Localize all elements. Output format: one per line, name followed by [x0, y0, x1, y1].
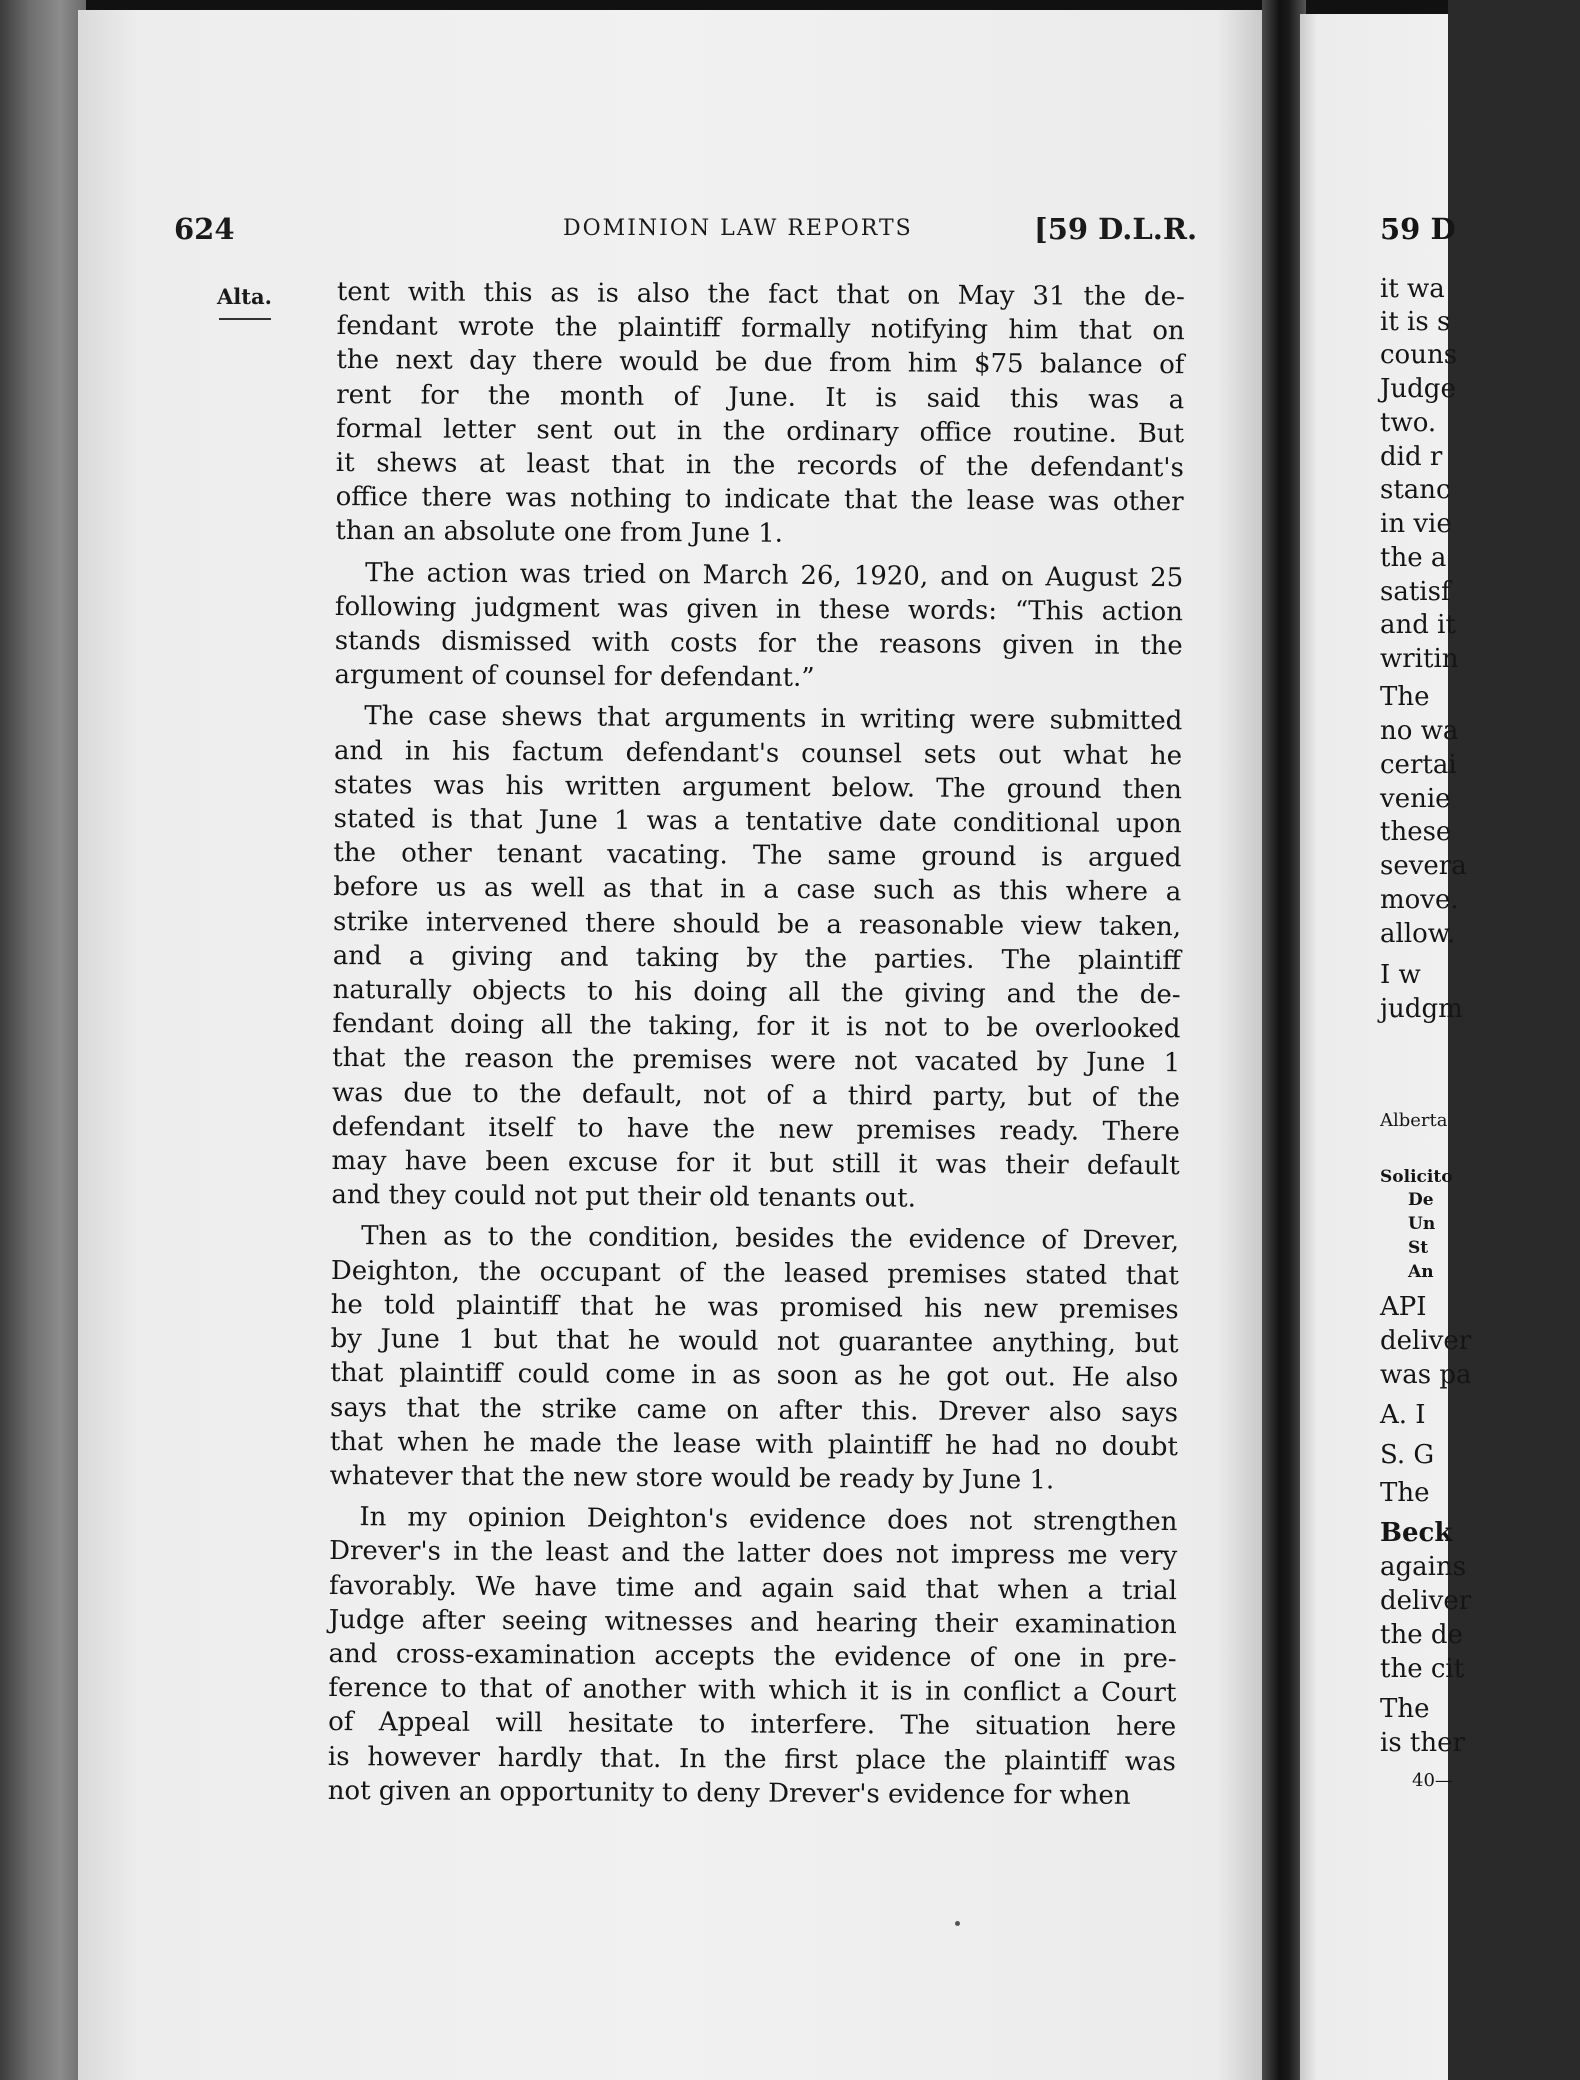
- text-line: says that the strike came on after this. Drever also says: [329, 1392, 1179, 1428]
- text-line: fendant wrote the plaintiff formally notifying him that on: [336, 311, 1185, 347]
- volume-reference: [59 D.L.R.: [1034, 212, 1198, 246]
- text-line: by June 1 but that he would not guarantee anything, but: [330, 1324, 1179, 1360]
- text-line: stands dismissed with costs for the reasons given in the: [334, 626, 1183, 662]
- right-page-line: Alberta: [1380, 1110, 1448, 1131]
- text-line: than an absolute one from June 1.: [335, 516, 784, 550]
- right-page-line: severa: [1380, 851, 1467, 881]
- right-page-line: I w: [1380, 960, 1421, 990]
- right-page-line: no wa: [1380, 716, 1459, 746]
- text-line: The case shews that arguments in writing were submitted: [364, 701, 1183, 737]
- text-line: was due to the default, not of a third party, but of the: [331, 1077, 1181, 1113]
- text-line: The action was tried on March 26, 1920, and on August 25: [365, 557, 1184, 593]
- right-page-line: Solicito: [1380, 1167, 1453, 1187]
- right-page-line: the a: [1380, 543, 1447, 573]
- text-line: office there was nothing to indicate that the lease was other: [335, 482, 1184, 518]
- right-page-line: certai: [1380, 750, 1457, 780]
- right-page-line: deliver: [1380, 1326, 1472, 1356]
- text-line: Then as to the condition, besides the evidence of Drever,: [361, 1221, 1180, 1257]
- text-line: states was his written argument below. The ground then: [333, 769, 1182, 806]
- text-line: it shews at least that in the records of the defendant's: [335, 448, 1184, 484]
- right-page-line: is ther: [1380, 1728, 1465, 1758]
- right-page-line: The: [1380, 682, 1430, 712]
- text-line: and cross-examination accepts the evidence of one in pre-: [328, 1638, 1177, 1675]
- right-page-line: A. I: [1380, 1400, 1426, 1430]
- text-line: whatever that the new store would be ready by June 1.: [329, 1460, 1055, 1496]
- text-line: that plaintiff could come in as soon as he got out. He also: [330, 1358, 1179, 1394]
- paragraph: [335, 275, 1185, 554]
- text-line: tent with this as is also the fact that on May 31 the de-: [336, 276, 1185, 313]
- right-page-line: it wa: [1380, 274, 1445, 304]
- right-page-line: move.: [1380, 885, 1459, 915]
- right-page-line: The: [1380, 1478, 1430, 1508]
- margin-jurisdiction-note: Alta.: [217, 284, 272, 309]
- text-line: strike intervened there should be a reasonable view taken,: [332, 906, 1182, 942]
- right-page-line: satisf: [1380, 577, 1451, 607]
- right-page-line: The: [1380, 1694, 1430, 1724]
- paragraph: [328, 1500, 1178, 1813]
- right-page-line: did r: [1380, 442, 1443, 472]
- right-page-line: and it: [1380, 610, 1456, 640]
- text-line: Judge after seeing witnesses and hearing their examination: [328, 1604, 1177, 1640]
- text-line: formal letter sent out in the ordinary office routine. But: [335, 413, 1185, 449]
- right-page-line: API: [1380, 1292, 1427, 1322]
- right-page-line: judgm: [1380, 994, 1463, 1024]
- right-page-line: these: [1380, 817, 1452, 847]
- text-line: following judgment was given in these words: “This action: [334, 591, 1184, 628]
- text-line: stated is that June 1 was a tentative date conditional upon: [333, 804, 1182, 840]
- print-speck: [955, 1921, 960, 1926]
- text-line: In my opinion Deighton's evidence does not strengthen: [359, 1502, 1178, 1538]
- right-page-line: two.: [1380, 408, 1437, 438]
- paragraph: [331, 699, 1182, 1217]
- running-title: DOMINION LAW REPORTS: [563, 216, 913, 241]
- text-line: favorably. We have time and again said that when a trial: [328, 1570, 1178, 1606]
- paragraph: [334, 556, 1183, 698]
- text-line: argument of counsel for defendant.”: [334, 660, 815, 694]
- right-page-line: deliver: [1380, 1586, 1472, 1616]
- right-page-line: couns: [1380, 340, 1458, 370]
- text-line: that the reason the premises were not vacated by June 1: [332, 1043, 1181, 1079]
- page-number: 624: [174, 212, 235, 246]
- margin-rule: [219, 318, 271, 320]
- right-page-line: allow.: [1380, 919, 1456, 949]
- right-page-line: Un: [1408, 1214, 1436, 1234]
- text-line: of Appeal will hesitate to interfere. The situation here: [328, 1707, 1177, 1743]
- text-line: not given an opportunity to deny Drever's evidence for when: [327, 1775, 1131, 1811]
- text-line: naturally objects to his doing all the giving and the de-: [332, 975, 1181, 1011]
- right-page-line: An: [1408, 1262, 1434, 1282]
- text-line: he told plaintiff that he was promised his new premises: [330, 1289, 1179, 1326]
- right-page-line: Beck: [1380, 1518, 1453, 1548]
- right-page-line: writin: [1380, 644, 1459, 674]
- book-page-edges: [0, 0, 86, 2080]
- body-text: [328, 275, 1185, 1820]
- right-page-line: in vie: [1380, 509, 1452, 539]
- text-line: rent for the month of June. It is said this was a: [336, 379, 1185, 415]
- text-line: fendant doing all the taking, for it is not to be overlooked: [332, 1009, 1181, 1045]
- text-line: before us as well as that in a case such as this where a: [333, 872, 1182, 908]
- right-page-line: agains: [1380, 1552, 1467, 1582]
- text-line: may have been excuse for it but still it was their default: [331, 1146, 1180, 1182]
- right-page-line: venie: [1380, 784, 1451, 814]
- right-page-line: stanc: [1380, 475, 1451, 505]
- right-page-header: 59 D: [1380, 212, 1456, 246]
- text-line: the next day there would be due from him $75 balance of: [336, 345, 1185, 381]
- text-line: is however hardly that. In the first place the plaintiff was: [327, 1741, 1177, 1777]
- text-line: and in his factum defendant's counsel sets out what he: [334, 735, 1183, 771]
- text-line: ference to that of another with which it is in conflict a Court: [328, 1673, 1177, 1709]
- text-line: and they could not put their old tenants out.: [331, 1180, 917, 1214]
- right-page-line: it is s: [1380, 307, 1451, 337]
- text-line: Deighton, the occupant of the leased premises stated that: [330, 1255, 1179, 1291]
- paragraph: [330, 1219, 1180, 1498]
- text-line: that when he made the lease with plaintiff he had no doubt: [329, 1426, 1178, 1462]
- text-line: defendant itself to have the new premises ready. There: [331, 1111, 1180, 1148]
- right-page-line: St: [1408, 1238, 1429, 1258]
- right-page-line: De: [1408, 1190, 1434, 1210]
- text-line: Drever's in the least and the latter does not impress me very: [329, 1536, 1178, 1572]
- text-line: the other tenant vacating. The same ground is argued: [333, 838, 1182, 874]
- right-page-line: the de: [1380, 1620, 1463, 1650]
- right-page-line: the cit: [1380, 1654, 1465, 1684]
- right-page-line: S. G: [1380, 1440, 1435, 1470]
- text-line: and a giving and taking by the parties. The plaintiff: [332, 940, 1181, 977]
- right-page-line: was pa: [1380, 1360, 1472, 1390]
- right-page-line: Judge: [1380, 374, 1456, 404]
- right-page-line: 40—: [1412, 1770, 1453, 1791]
